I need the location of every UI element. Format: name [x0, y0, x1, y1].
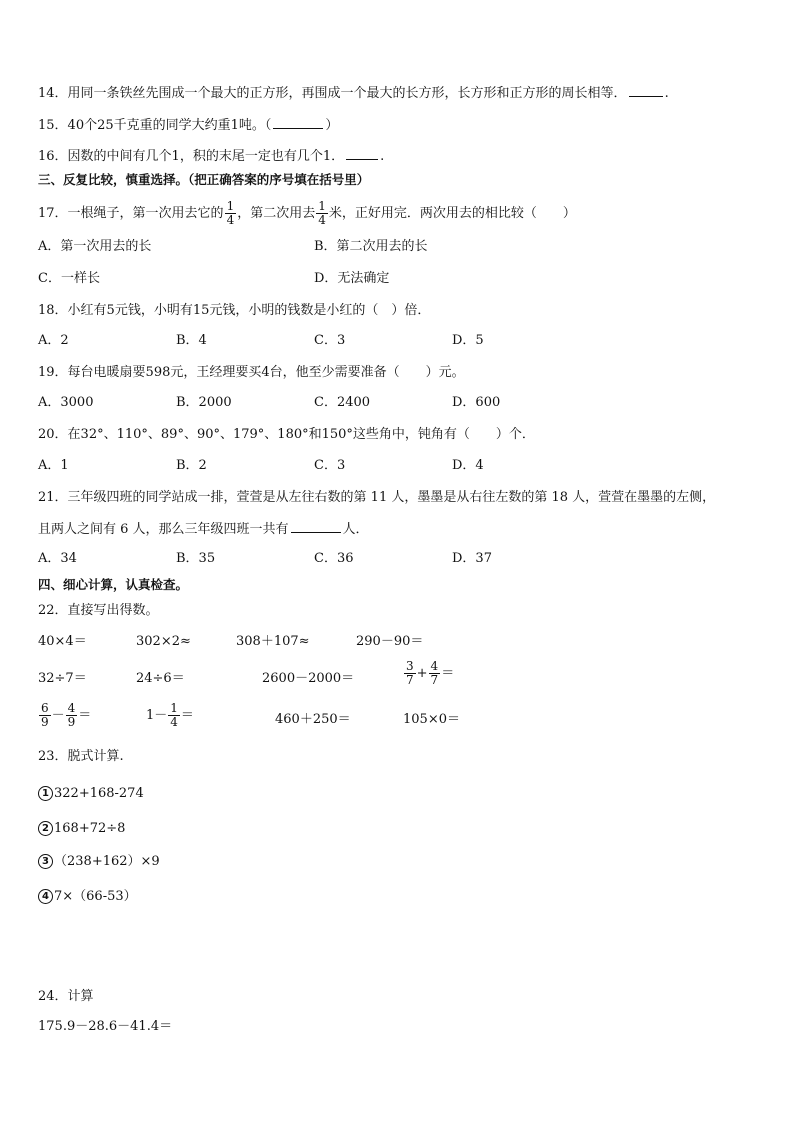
- fraction: $\frac{1}{4}$: [226, 199, 235, 227]
- option-a[interactable]: A．3000: [38, 395, 94, 410]
- question-21: [38, 489, 715, 507]
- question-text: 用同一条铁丝先围成一个最大的正方形，再围成一个最大的长方形，长方形和正方形的周长相等．: [67, 86, 627, 101]
- expression-1: 1 322+168-274: [38, 785, 144, 803]
- question-text: 40个25千克重的同学大约重1吨。（: [67, 118, 272, 133]
- answer-blank[interactable]: [346, 147, 378, 160]
- calc-item: 460＋250＝: [275, 712, 351, 727]
- option-d[interactable]: D．5: [452, 333, 484, 348]
- question-number: 15．: [38, 118, 68, 133]
- expression: 175.9－28.6－41.4＝: [38, 1019, 173, 1034]
- question-text: 三年级四班的同学站成一排，萱萱是从左往右数的第 11 人，墨墨是从右往左数的第 18 人，萱萱在墨墨的左侧，: [67, 490, 716, 505]
- question-14: 14．用同一条铁丝先围成一个最大的正方形，再围成一个最大的长方形，长方形和正方形的周长相等． .: [38, 86, 669, 101]
- calc-item-fraction: $\frac{3}{7}$ + $\frac{4}{7}$ ＝: [406, 659, 455, 687]
- calc-item: 32÷7＝: [38, 671, 87, 686]
- circled-number: 1: [38, 786, 53, 801]
- option-d[interactable]: D．4: [452, 458, 484, 473]
- question-text: 因数的中间有几个1，积的末尾一定也有几个1．: [67, 149, 345, 164]
- option-a[interactable]: A．1: [38, 458, 69, 473]
- option-d[interactable]: D．无法确定: [314, 271, 390, 286]
- question-number: 20．: [38, 427, 68, 442]
- question-20: [38, 426, 535, 444]
- question-text: 小红有5元钱，小明有15元钱，小明的钱数是小红的（ ）倍．: [67, 303, 431, 318]
- question-16: 16．因数的中间有几个1，积的末尾一定也有几个1． .: [38, 149, 385, 164]
- option-b[interactable]: B．4: [176, 333, 207, 348]
- option-c[interactable]: C．36: [314, 551, 354, 566]
- question-text: 脱式计算.: [67, 749, 124, 764]
- question-19: [38, 364, 465, 382]
- option-c[interactable]: C．3: [314, 333, 346, 348]
- question-number: 17．: [38, 206, 68, 221]
- calc-item-fraction: $\frac{6}{9}$ － $\frac{4}{9}$ ＝: [41, 701, 92, 729]
- question-text: 每台电暖扇要598元，王经理要买4台，他至少需要准备（ ）元。: [67, 365, 465, 380]
- question-number: 23．: [38, 749, 68, 764]
- question-text: 在32°、110°、89°、90°、179°、180°和150°这些角中，钝角有（ ）个．: [67, 427, 535, 442]
- calc-item: 290－90＝: [356, 634, 424, 649]
- calc-item: 302×2≈: [136, 634, 191, 649]
- question-22: [38, 602, 159, 620]
- option-a[interactable]: A．第一次用去的长: [38, 239, 152, 254]
- answer-blank[interactable]: [629, 84, 663, 97]
- section-3-heading: 三、反复比较，慎重选择。（把正确答案的序号填在括号里）: [38, 172, 370, 187]
- question-number: 21．: [38, 490, 68, 505]
- question-number: 19．: [38, 365, 68, 380]
- question-17: 17．一根绳子，第一次用去它的 $\frac{1}{4}$ ，第二次用去 $\frac{1}{4}$ 米，正好用完．两次用去的相比较（ ）: [38, 199, 576, 227]
- answer-blank[interactable]: [273, 116, 323, 129]
- question-number: 16．: [38, 149, 68, 164]
- calc-item: 308＋107≈: [236, 634, 310, 649]
- option-b[interactable]: B．2: [176, 458, 207, 473]
- question-15: 15．40个25千克重的同学大约重1吨。（ ）: [38, 118, 339, 133]
- expression-4: 4 7×（66-53）: [38, 888, 137, 906]
- calc-item: 105×0＝: [403, 712, 460, 727]
- question-number: 22．: [38, 603, 68, 618]
- option-d[interactable]: D．37: [452, 551, 492, 566]
- question-24: [38, 988, 94, 1006]
- question-23: [38, 748, 124, 766]
- circled-number: 2: [38, 821, 53, 836]
- calc-item: 40×4＝: [38, 634, 87, 649]
- option-a[interactable]: A．2: [38, 333, 69, 348]
- option-c[interactable]: C．2400: [314, 395, 371, 410]
- option-b[interactable]: B．35: [176, 551, 216, 566]
- expression-3: 3 （238+162）×9: [38, 853, 160, 871]
- calc-item: 2600－2000＝: [262, 671, 355, 686]
- calc-item: 24÷6＝: [136, 671, 185, 686]
- question-text: 直接写出得数。: [67, 603, 159, 618]
- calc-item-fraction: 1－ $\frac{1}{4}$ ＝: [146, 701, 194, 729]
- section-4-heading: 四、细心计算，认真检查。: [38, 577, 189, 592]
- question-18: [38, 302, 430, 320]
- circled-number: 4: [38, 889, 53, 904]
- option-c[interactable]: C．一样长: [38, 271, 100, 286]
- question-21-line2: 且两人之间有 6 人，那么三年级四班一共有 人．: [38, 522, 369, 537]
- option-a[interactable]: A．34: [38, 551, 77, 566]
- circled-number: 3: [38, 854, 53, 869]
- question-text: 计算: [67, 989, 94, 1004]
- answer-blank[interactable]: [291, 520, 341, 533]
- question-number: 18．: [38, 303, 68, 318]
- expression-2: 2 168+72÷8: [38, 820, 125, 838]
- option-b[interactable]: B．2000: [176, 395, 232, 410]
- question-number: 14．: [38, 86, 68, 101]
- option-d[interactable]: D．600: [452, 395, 501, 410]
- fraction: $\frac{1}{4}$: [318, 199, 326, 227]
- option-c[interactable]: C．3: [314, 458, 346, 473]
- question-number: 24．: [38, 989, 68, 1004]
- option-b[interactable]: B．第二次用去的长: [314, 239, 428, 254]
